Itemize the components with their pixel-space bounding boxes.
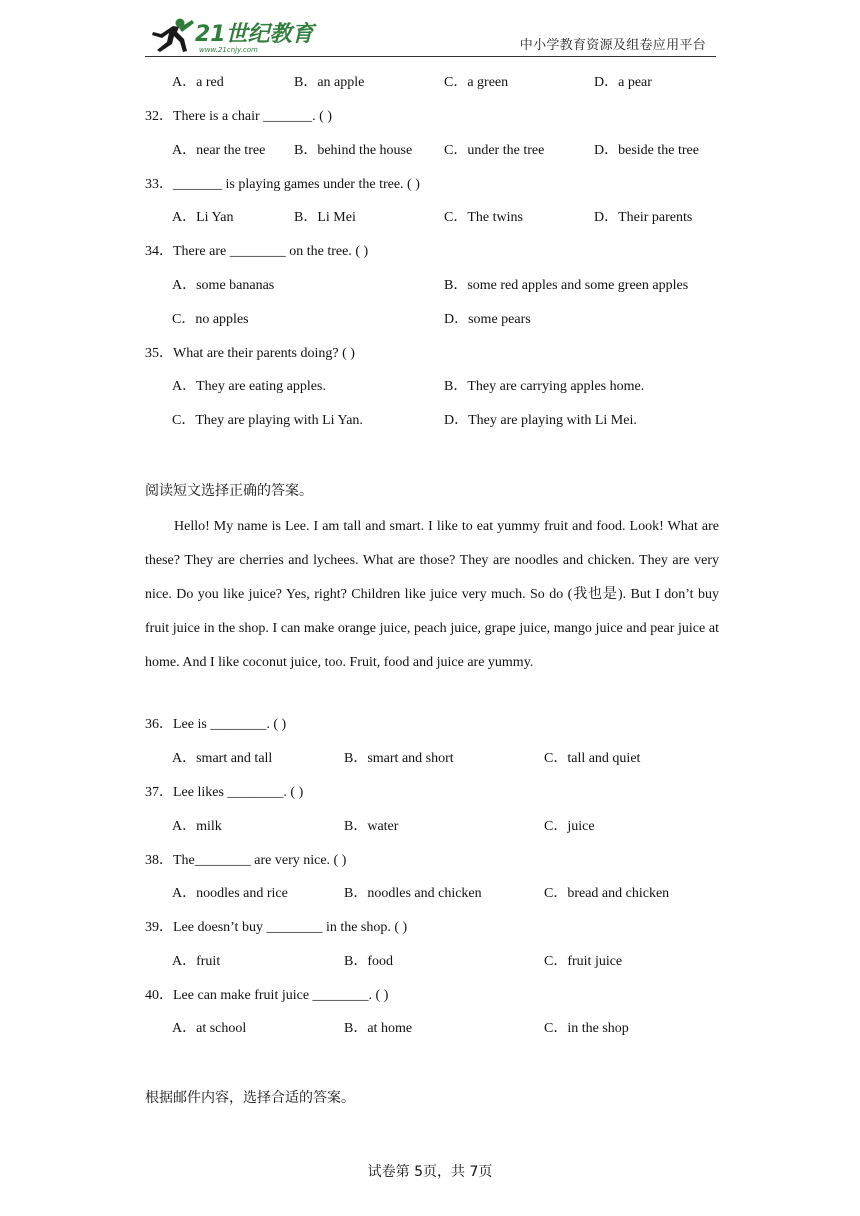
q37-option-b[interactable]: B．water [344,819,399,834]
q36-option-a[interactable]: A．smart and tall [172,751,273,766]
q32-option-d[interactable]: D．beside the tree [594,143,699,158]
q35-stem: 35．What are their parents doing? ( ) [145,346,355,361]
q37-option-a[interactable]: A．milk [172,819,222,834]
q34-option-d[interactable]: D．some pears [444,312,531,327]
q35-option-a[interactable]: A．They are eating apples. [172,379,326,394]
q39-stem: 39．Lee doesn’t buy ________ in the shop. ( ) [145,920,408,935]
q39-option-c[interactable]: C．fruit juice [544,954,623,969]
q32-option-c[interactable]: C．under the tree [444,143,545,158]
q32-option-a[interactable]: A．near the tree [172,143,266,158]
q35-option-c[interactable]: C．They are playing with Li Yan. [172,413,363,428]
page-footer: 试卷第 5页，共 7页 [367,1164,493,1180]
q31-option-b[interactable]: B．an apple [294,75,365,90]
q40-option-c[interactable]: C．in the shop [544,1021,629,1036]
q40-option-a[interactable]: A．at school [172,1021,247,1036]
q38-option-a[interactable]: A．noodles and rice [172,886,288,901]
q40-stem: 40．Lee can make fruit juice ________. ( ) [145,988,389,1003]
platform-label: 中小学教育资源及组卷应用平台 [519,38,706,53]
q32-stem: 32．There is a chair _______. ( ) [145,109,332,124]
q35-option-b[interactable]: B．They are carrying apples home. [444,379,645,394]
q33-option-c[interactable]: C．The twins [444,210,523,225]
q34-option-b[interactable]: B．some red apples and some green apples [444,278,689,293]
q36-stem: 36．Lee is ________. ( ) [145,717,287,732]
svg-text:www.21cnjy.com: www.21cnjy.com [199,46,258,54]
q34-stem: 34．There are ________ on the tree. ( ) [145,244,369,259]
q33-option-b[interactable]: B．Li Mei [294,210,356,225]
logo [147,14,317,54]
q31-option-d[interactable]: D．a pear [594,75,652,90]
section-reading-title: 阅读短文选择正确的答案。 [145,483,313,499]
q39-option-b[interactable]: B．food [344,954,393,969]
reading-passage [145,510,719,680]
q33-option-a[interactable]: A．Li Yan [172,210,234,225]
q36-option-c[interactable]: C．tall and quiet [544,751,641,766]
q34-option-a[interactable]: A．some bananas [172,278,275,293]
q31-option-c[interactable]: C．a green [444,75,509,90]
q35-option-d[interactable]: D．They are playing with Li Mei. [444,413,637,428]
q37-stem: 37．Lee likes ________. ( ) [145,785,304,800]
q36-option-b[interactable]: B．smart and short [344,751,454,766]
q33-stem: 33．_______ is playing games under the tree. ( ) [145,177,420,192]
q32-option-b[interactable]: B．behind the house [294,143,413,158]
q40-option-b[interactable]: B．at home [344,1021,413,1036]
section-email-title: 根据邮件内容，选择合适的答案。 [145,1090,355,1106]
q38-option-c[interactable]: C．bread and chicken [544,886,670,901]
q38-option-b[interactable]: B．noodles and chicken [344,886,482,901]
q34-option-c[interactable]: C．no apples [172,312,249,327]
q38-stem: 38．The________ are very nice. ( ) [145,853,347,868]
q37-option-c[interactable]: C．juice [544,819,595,834]
svg-text:21世纪教育: 21世纪教育 [195,22,314,47]
q39-option-a[interactable]: A．fruit [172,954,221,969]
q33-option-d[interactable]: D．Their parents [594,210,693,225]
runner-logo-icon [147,14,317,54]
passage-text: Hello! My name is Lee. I am tall and smart. I like to eat yummy fruit and food. Look! What are these? They are cherries and lychees. What are those? They are noodles and chicken. They are very nice. Do you like juice? Yes, right? Children like juice very much. So do (我也是). But I don’t buy fruit juice in the shop. I can make orange juice, peach juice, grape juice, mango juice and pear juice at home. And I like coconut juice, too. Fruit, food and juice are yummy. [145,519,719,670]
q31-option-a[interactable]: A．a red [172,75,224,90]
page-header [145,14,716,57]
